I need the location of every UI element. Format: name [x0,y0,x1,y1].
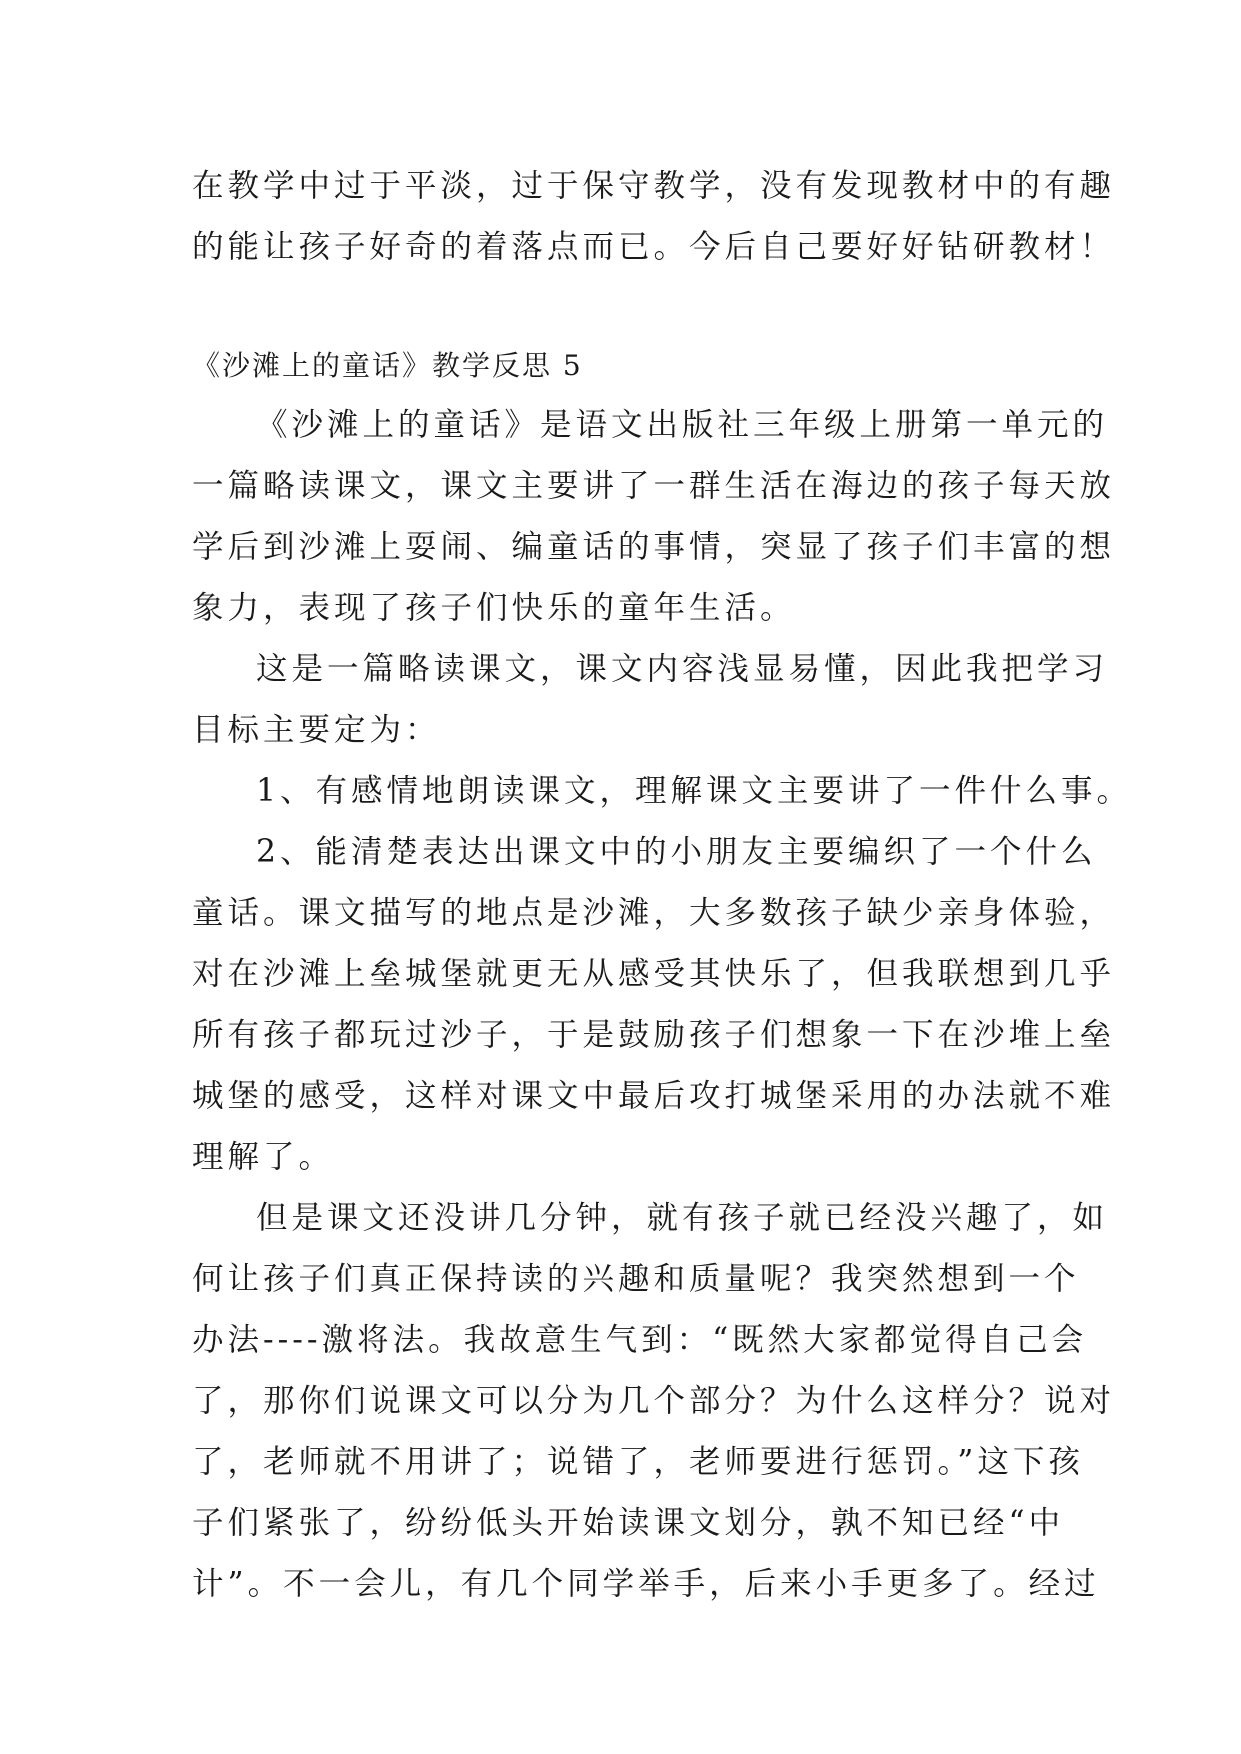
text-line: 象力，表现了孩子们快乐的童年生活。 [192,590,796,626]
text-line: 童话。课文描写的地点是沙滩，大多数孩子缺少亲身体验， [192,895,1116,931]
paragraph-intro [192,395,1116,639]
text-line: 这是一篇略读课文，课文内容浅显易懂，因此我把学习 [256,651,1109,687]
text-line: 何让孩子们真正保持读的兴趣和质量呢？我突然想到一个 [192,1261,1080,1297]
text-line: 子们紧张了，纷纷低头开始读课文划分，孰不知已经“中 [192,1505,1065,1541]
section-heading: 《沙滩上的童话》教学反思 5 [192,349,583,382]
paragraph-goals [192,639,1109,761]
paragraph-continuation [192,156,1116,278]
text-line: 了，老师就不用讲了；说错了，老师要进行惩罚。”这下孩 [192,1444,1084,1480]
paragraph-reflection [192,1188,1116,1615]
text-line: 目标主要定为： [192,712,441,748]
text-line: 2、能清楚表达出课文中的小朋友主要编织了一个什么 [256,834,1097,870]
text-line: 一篇略读课文，课文主要讲了一群生活在海边的孩子每天放 [192,468,1116,504]
text-line: 的能让孩子好奇的着落点而已。今后自己要好好钻研教材！ [192,229,1116,265]
text-line: 学后到沙滩上耍闹、编童话的事情，突显了孩子们丰富的想 [192,529,1116,565]
text-line: 《沙滩上的童话》是语文出版社三年级上册第一单元的 [256,407,1109,443]
text-line: 理解了。 [192,1139,335,1175]
text-line: 所有孩子都玩过沙子，于是鼓励孩子们想象一下在沙堆上垒 [192,1017,1116,1053]
text-line: 城堡的感受，这样对课文中最后攻打城堡采用的办法就不难 [192,1078,1116,1114]
text-line: 计”。不一会儿，有几个同学举手，后来小手更多了。经过 [192,1566,1100,1602]
text-line: 对在沙滩上垒城堡就更无从感受其快乐了，但我联想到几乎 [192,956,1116,992]
document-body [192,156,1133,1615]
list-item-goal-2 [192,822,1116,1188]
text-line: 办法----激将法。我故意生气到：“既然大家都觉得自己会 [192,1322,1088,1358]
text-line: 但是课文还没讲几分钟，就有孩子就已经没兴趣了，如 [256,1200,1109,1236]
text-line: 在教学中过于平淡，过于保守教学，没有发现教材中的有趣 [192,168,1116,204]
list-item-goal-1 [192,761,1133,822]
text-line: 了，那你们说课文可以分为几个部分？为什么这样分？说对 [192,1383,1116,1419]
text-line: 1、有感情地朗读课文，理解课文主要讲了一件什么事。 [256,773,1133,809]
